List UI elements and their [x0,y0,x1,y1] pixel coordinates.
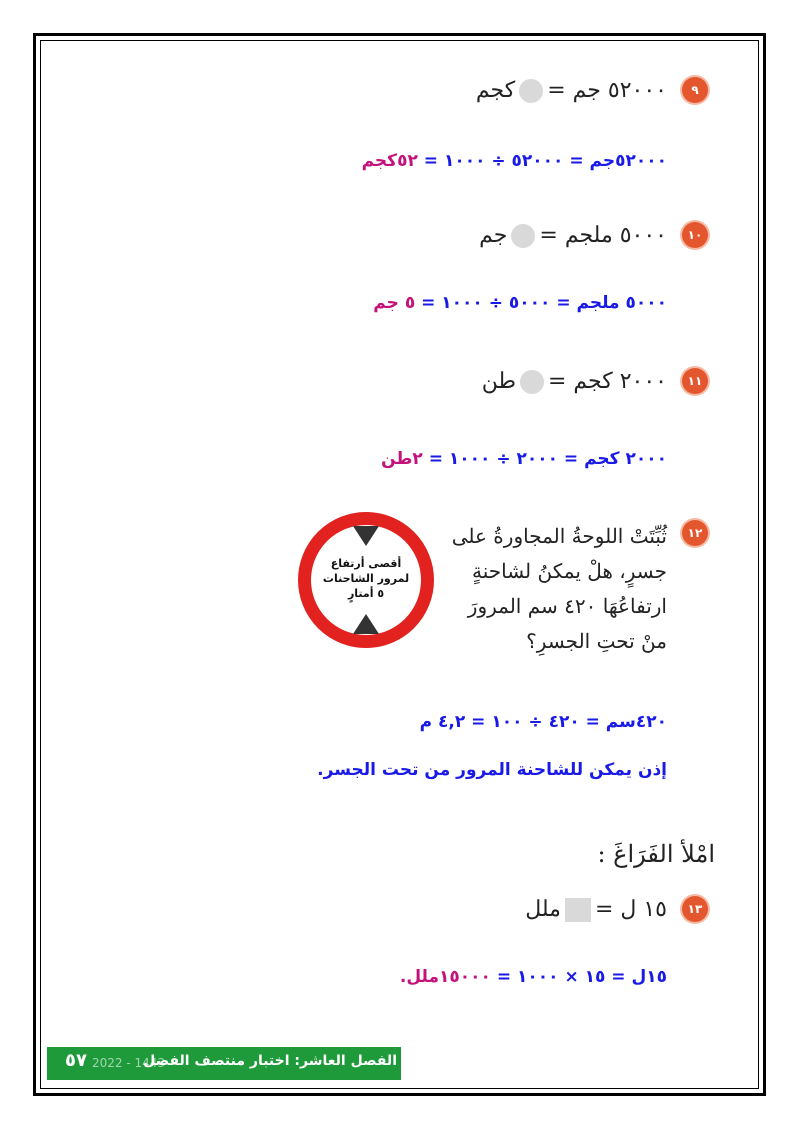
blank-circle[interactable] [511,224,535,248]
footer-year: 2022 - 1443 [92,1056,166,1070]
height-limit-sign [298,512,434,648]
footer-title: الفصل العاشر: اختبار منتصف الفصل [143,1053,397,1069]
sign-line-3: ٥ أمتارٍ [347,587,385,600]
question-9-number: ٩ [691,83,699,97]
question-12-text [452,519,667,659]
blank-square[interactable] [565,898,591,922]
answer-10-result: ٥ جم [373,293,416,313]
question-12-line-3: ارتفاعُهَا ٤٢٠ سم المرورَ [467,594,667,618]
question-12-answer-calc: ٤٢٠سم = ٤٢٠ ÷ ١٠٠ = ٤,٢ م [419,712,667,732]
question-10-badge [682,222,708,248]
answer-11-work: ٢٠٠٠ كجم = ٢٠٠٠ ÷ ١٠٠٠ = [422,449,667,469]
fill-in-heading: امْلأ الفَرَاغَ : [597,840,715,868]
question-9-answer [362,151,667,171]
question-11-suffix: طن [481,369,516,394]
question-11-prompt [482,369,667,394]
question-13-number: ١٣ [687,902,703,916]
question-9-prefix: ٥٢٠٠٠ جم = [547,78,667,103]
question-11-number: ١١ [687,374,703,388]
answer-11-result: ٢طن [381,449,423,469]
question-11-prefix: ٢٠٠٠ كجم = [547,369,667,394]
footer-bar [47,1047,401,1080]
question-9-prompt [476,78,667,103]
question-13-badge [682,896,708,922]
question-11-badge [682,368,708,394]
question-13-answer [400,967,667,987]
question-12-line-4: منْ تحتِ الجسرِ؟ [526,629,667,653]
question-12-number: ١٢ [687,526,703,540]
sign-line-2: لمرور الشاحنات [322,572,410,585]
question-12-answer-conclusion: إذن يمكن للشاحنة المرور من تحت الجسر. [317,760,667,780]
question-10-answer [373,293,667,313]
question-10-suffix: جم [479,223,508,248]
question-10-prefix: ٥٠٠٠ ملجم = [539,223,667,248]
question-13-prompt [525,897,667,922]
answer-13-work: ١٥ل = ١٥ × ١٠٠٠ = [490,967,667,987]
answer-9-result: ٥٢كجم [361,151,418,171]
question-12-line-1: ثُبِّتَتْ اللوحةُ المجاورةُ على [451,524,667,548]
question-13-prefix: ١٥ ل = [594,897,667,922]
sign-text [298,556,434,601]
page-number: ٥٧ [65,1050,87,1071]
question-12-line-2: جسرٍ، هلْ يمكنُ لشاحنةٍ [471,559,667,583]
answer-13-result: ١٥٠٠٠ملل. [399,967,491,987]
blank-circle[interactable] [519,79,543,103]
sign-up-triangle-icon [353,614,379,634]
sign-down-triangle-icon [353,526,379,546]
answer-10-work: ٥٠٠٠ ملجم = ٥٠٠٠ ÷ ١٠٠٠ = [415,293,667,313]
question-11-answer [381,449,667,469]
question-9-suffix: كجم [475,78,516,103]
answer-9-work: ٥٢٠٠٠جم = ٥٢٠٠٠ ÷ ١٠٠٠ = [417,151,667,171]
blank-circle[interactable] [520,370,544,394]
question-10-prompt [479,223,667,248]
question-10-number: ١٠ [687,228,703,242]
question-12-badge [682,520,708,546]
sign-line-1: أقصى أرتفاع [330,557,402,570]
question-13-suffix: ملل [525,897,561,922]
question-9-badge [682,77,708,103]
